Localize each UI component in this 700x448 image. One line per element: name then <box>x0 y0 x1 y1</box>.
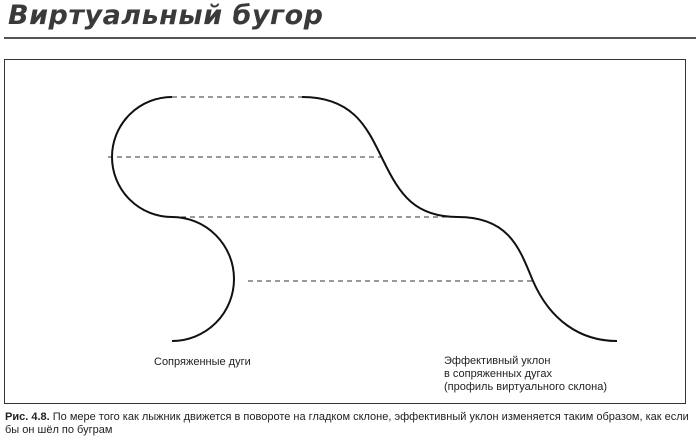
label-effective-slope-line2: в сопряженных дугах <box>444 368 552 380</box>
conjugated-arcs-curve <box>112 97 234 341</box>
label-effective-slope-line3: (профиль виртуального склона) <box>444 381 608 393</box>
caption-text: По мере того как лыжник движется в повороте на гладком склоне, эффективный уклон изменяется таким образом, как если бы он шёл по буграм <box>5 411 689 436</box>
page-title: Виртуальный бугор <box>8 0 324 31</box>
label-effective-slope-line1: Эффективный уклон <box>444 355 551 367</box>
caption-number: Рис. 4.8. <box>5 411 50 423</box>
figure-caption <box>5 411 695 437</box>
label-conjugated-arcs: Сопряженные дуги <box>154 356 251 368</box>
effective-slope-curve <box>302 97 617 341</box>
